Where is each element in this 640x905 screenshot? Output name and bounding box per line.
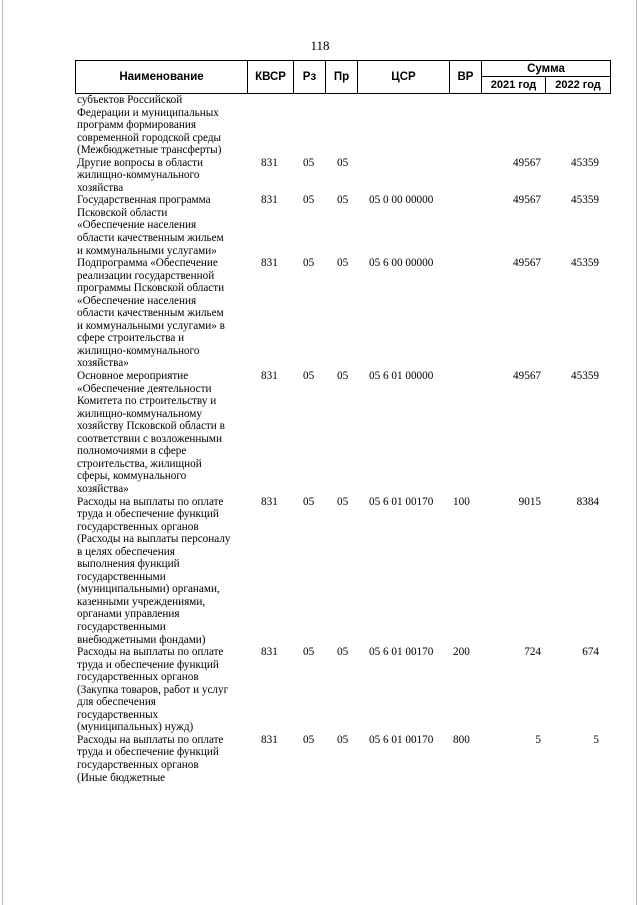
row-name-line: хозяйства» [77, 482, 129, 495]
cell-rz: 05 [303, 733, 315, 746]
cell-csr: 05 6 01 00000 [369, 370, 434, 383]
cell-kvsr: 831 [261, 495, 278, 508]
row-name-line: хозяйства [77, 181, 124, 194]
cell-csr: 05 6 00 00000 [369, 257, 434, 270]
row-name [75, 370, 249, 495]
cell-kvsr: 831 [261, 257, 278, 270]
table-row [75, 496, 611, 647]
scan-edge-right [636, 0, 637, 905]
table-row [75, 370, 611, 495]
cell-y2022: 5 [593, 733, 599, 746]
header-csr: ЦСР [358, 61, 450, 93]
row-name [75, 94, 249, 157]
row-name-line: Федерации и муниципальных [77, 106, 219, 119]
table-row [75, 257, 611, 370]
cell-kvsr: 831 [261, 194, 278, 207]
row-name-line: полномочиями в сфере [77, 445, 187, 458]
cell-rz: 05 [303, 495, 315, 508]
row-name-line: «Обеспечение населения [77, 219, 197, 232]
cell-y2022: 45359 [571, 194, 599, 207]
header-rz: Рз [294, 61, 326, 93]
row-name-line: сферы, коммунального [77, 470, 187, 483]
row-name-line: труда и обеспечение функций [77, 658, 219, 671]
row-name-line: и коммунальными услугами» [77, 244, 217, 257]
header-pr: Пр [326, 61, 358, 93]
cell-y2021: 9015 [518, 495, 541, 508]
row-name-line: хозяйства» [77, 357, 129, 370]
cell-pr: 05 [337, 733, 349, 746]
cell-pr: 05 [337, 370, 349, 383]
row-name-line: Расходы на выплаты по оплате [77, 646, 224, 659]
cell-y2021: 724 [524, 646, 541, 659]
cell-rz: 05 [303, 257, 315, 270]
row-name [75, 194, 249, 257]
row-name-line: жилищно-коммунального [77, 344, 200, 357]
row-name-line: Комитета по строительству и [77, 395, 217, 408]
row-name-line: труда и обеспечение функций [77, 746, 219, 759]
cell-pr: 05 [337, 257, 349, 270]
table-row [75, 646, 611, 734]
row-name-line: государственных органов [77, 758, 199, 771]
cell-vr: 800 [453, 733, 470, 746]
table-row [75, 157, 611, 195]
row-name-line: государственных органов [77, 520, 199, 533]
row-name-line: хозяйству Псковской области в [77, 420, 225, 433]
cell-vr: 200 [453, 646, 470, 659]
row-name-line: и коммунальными услугами» в [77, 319, 225, 332]
row-name [75, 157, 249, 195]
cell-vr: 100 [453, 495, 470, 508]
row-name [75, 646, 249, 734]
row-name-line: государственных органов [77, 671, 199, 684]
row-name-line: Расходы на выплаты по оплате [77, 495, 224, 508]
row-name-line: внебюджетными фондами) [77, 633, 206, 646]
row-name-line: реализации государственной [77, 269, 215, 282]
row-name-line: «Обеспечение деятельности [77, 382, 212, 395]
row-name-line: Другие вопросы в области [77, 156, 204, 169]
row-name-line: (муниципальными) органами, [77, 583, 220, 596]
row-name-line: Псковской области [77, 206, 168, 219]
header-name: Наименование [76, 61, 248, 93]
row-name-line: (Расходы на выплаты персоналу [77, 533, 231, 546]
row-name-line: государственных [77, 708, 159, 721]
cell-csr: 05 0 00 00000 [369, 194, 434, 207]
table-row [75, 94, 611, 157]
row-name-line: в целях обеспечения [77, 545, 175, 558]
row-name-line: (Закупка товаров, работ и услуг [77, 683, 229, 696]
scan-edge-left [2, 0, 3, 905]
table-body [75, 94, 611, 784]
cell-y2021: 49567 [513, 370, 541, 383]
header-year-2022: 2022 год [555, 79, 601, 91]
cell-y2022: 674 [582, 646, 599, 659]
header-vr: ВР [450, 61, 482, 93]
cell-y2022: 45359 [571, 156, 599, 169]
cell-pr: 05 [337, 646, 349, 659]
cell-pr: 05 [337, 156, 349, 169]
header-sum: Сумма [482, 61, 610, 77]
cell-csr: 05 6 01 00170 [369, 646, 434, 659]
cell-kvsr: 831 [261, 646, 278, 659]
cell-y2022: 45359 [571, 370, 599, 383]
row-name-line: программ формирования [77, 119, 197, 132]
cell-y2021: 49567 [513, 194, 541, 207]
row-name-line: соответствии с возложенными [77, 432, 222, 445]
cell-y2021: 49567 [513, 257, 541, 270]
row-name-line: жилищно-коммунального [77, 169, 200, 182]
cell-rz: 05 [303, 646, 315, 659]
header-year-2021: 2021 год [482, 77, 546, 93]
row-name-line: для обеспечения [77, 696, 156, 709]
row-name-line: органами управления [77, 608, 180, 621]
page-number: 118 [310, 38, 330, 53]
cell-rz: 05 [303, 194, 315, 207]
cell-y2021: 5 [535, 733, 541, 746]
row-name-line: жилищно-коммунальному [77, 407, 202, 420]
cell-kvsr: 831 [261, 370, 278, 383]
cell-y2022: 8384 [576, 495, 599, 508]
row-name-line: современной городской среды [77, 131, 222, 144]
row-name-line: Подпрограмма «Обеспечение [77, 257, 218, 270]
row-name [75, 257, 249, 370]
header-kvsr: КВСР [248, 61, 294, 93]
row-name-line: сфере строительства и [77, 332, 185, 345]
cell-kvsr: 831 [261, 156, 278, 169]
row-name-line: области качественным жильем [77, 232, 224, 245]
cell-y2021: 49567 [513, 156, 541, 169]
row-name-line: (Межбюджетные трансферты) [77, 144, 222, 157]
cell-kvsr: 831 [261, 733, 278, 746]
table-header [75, 60, 611, 94]
row-name-line: Государственная программа [77, 194, 211, 207]
cell-csr: 05 6 01 00170 [369, 733, 434, 746]
cell-rz: 05 [303, 156, 315, 169]
row-name-line: выполнения функций [77, 558, 180, 571]
row-name-line: государственными [77, 570, 166, 583]
row-name-line: «Обеспечение населения [77, 294, 197, 307]
row-name-line: труда и обеспечение функций [77, 508, 219, 521]
row-name-line: (Иные бюджетные [77, 771, 166, 784]
cell-rz: 05 [303, 370, 315, 383]
row-name-line: субъектов Российской [77, 94, 183, 106]
row-name-line: строительства, жилищной [77, 457, 202, 470]
cell-y2022: 45359 [571, 257, 599, 270]
row-name-line: казенными учреждениями, [77, 595, 206, 608]
row-name-line: программы Псковской области [77, 282, 225, 295]
row-name [75, 496, 249, 647]
cell-csr: 05 6 01 00170 [369, 495, 434, 508]
row-name-line: области качественным жильем [77, 307, 224, 320]
cell-pr: 05 [337, 194, 349, 207]
table-row [75, 734, 611, 784]
row-name-line: государственными [77, 620, 166, 633]
row-name [75, 734, 249, 784]
table-row [75, 194, 611, 257]
row-name-line: Расходы на выплаты по оплате [77, 733, 224, 746]
row-name-line: (муниципальных) нужд) [77, 721, 194, 734]
cell-pr: 05 [337, 495, 349, 508]
row-name-line: Основное мероприятие [77, 370, 189, 383]
